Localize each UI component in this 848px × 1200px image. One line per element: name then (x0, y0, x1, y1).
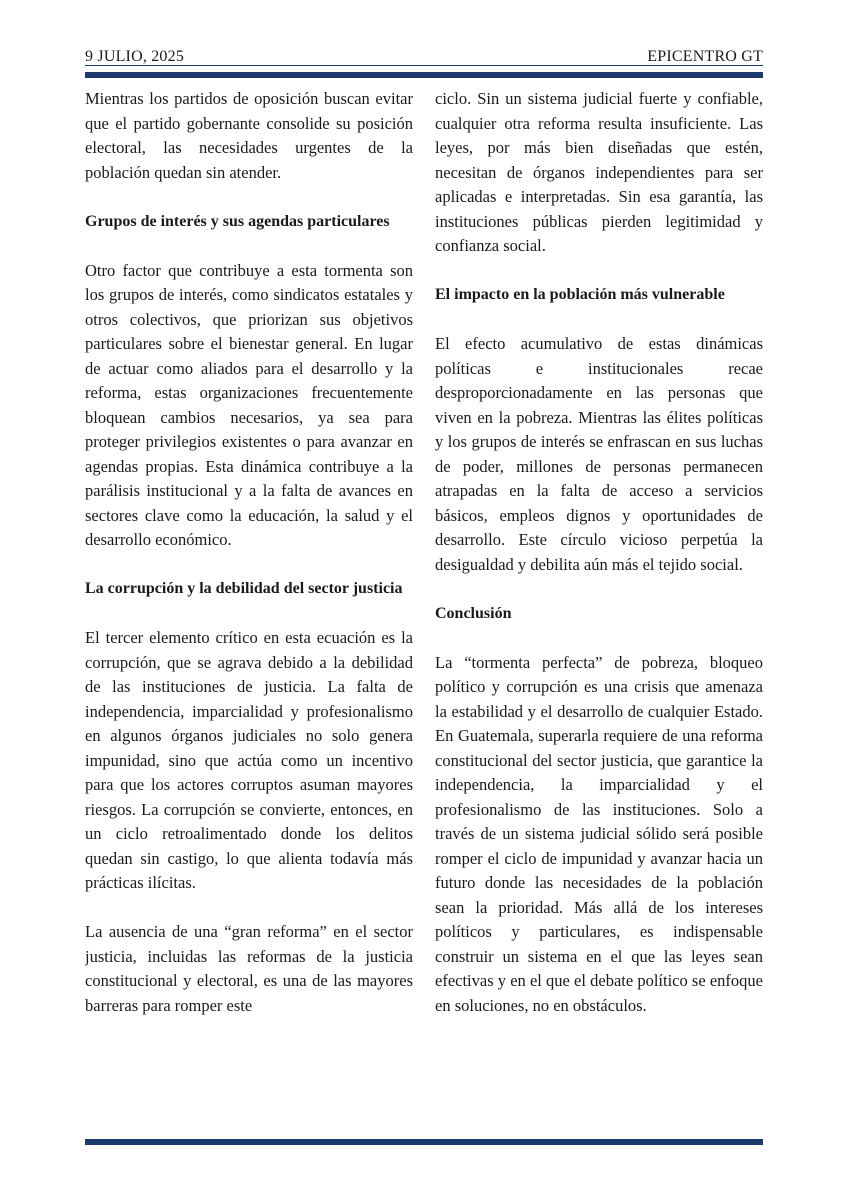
paragraph-reform: La ausencia de una “gran reforma” en el sector justicia, incluidas las reformas de la justicia constitucional y electoral, es una de las mayores barreras para romper este (85, 922, 413, 1015)
paragraph-corruption: El tercer elemento crítico en esta ecuación es la corrupción, que se agrava debido a la debilidad de las instituciones de justicia. La falta de independencia, imparcialidad y profesionalismo en algunos órganos judiciales no solo genera impunidad, sino que actúa como un incentivo para que los actores corruptos asuman mayores riesgos. La corrupción se convierte, entonces, en un ciclo retroalimentado donde los delitos quedan sin castigo, lo que alienta todavía más prácticas ilícitas. (85, 628, 413, 892)
paragraph-opposition: Mientras los partidos de oposición buscan evitar que el partido gobernante consolide su posición electoral, las necesidades urgentes de la población quedan sin atender. (85, 89, 413, 182)
left-column (85, 87, 413, 1139)
paragraph-conclusion: La “tormenta perfecta” de pobreza, bloqueo político y corrupción es una crisis que amenaza la estabilidad y el desarrollo de cualquier Estado. En Guatemala, superarla requiere de una reforma constitucional del sector justicia, que garantice la independencia, la imparcialidad y el profesionalismo de las instituciones. Solo a través de un sistema judicial sólido será posible romper el ciclo de impunidad y avanzar hacia un futuro donde las necesidades de la población sean la prioridad. Más allá de los intereses políticos y particulares, es indispensable construir un sistema en el que las leyes sean efectivas y en el que el debate político se enfoque en soluciones, no en obstáculos. (435, 652, 763, 1015)
footer-rule (85, 1139, 763, 1145)
page-header (85, 40, 763, 66)
heading-conclusion: Conclusión (435, 604, 512, 622)
heading-corruption: La corrupción y la debilidad del sector justicia (85, 580, 403, 597)
right-column (435, 87, 763, 1139)
header-date: 9 JULIO, 2025 (85, 48, 185, 65)
heading-vulnerable-population: El impacto en la población más vulnerable (435, 286, 725, 303)
heading-interest-groups: Grupos de interés y sus agendas particulares (85, 212, 390, 230)
header-rule-thick (85, 72, 763, 78)
paragraph-interest-groups: Otro factor que contribuye a esta tormenta son los grupos de interés, como sindicatos estatales y otros colectivos, que priorizan sus objetivos particulares sobre el bienestar general. En lugar de actuar como aliados para el desarrollo y la reforma, estas organizaciones frecuentemente bloquean cambios necesarios, ya sea para proteger privilegios existentes o para avanzar en agendas propias. Esta dinámica contribuye a la parálisis institucional y a la falta de avances en sectores clave como la educación, la salud y el desarrollo económico. (85, 260, 413, 549)
header-rule-thin (85, 65, 763, 66)
paragraph-judicial-cycle: ciclo. Sin un sistema judicial fuerte y confiable, cualquier otra reforma resulta insuficiente. Las leyes, por más bien diseñadas que estén, necesitan de órganos independientes para ser aplicadas e interpretadas. Sin esa garantía, las instituciones públicas pierden legitimidad y confianza social. (435, 89, 763, 255)
header-publication: EPICENTRO GT (647, 48, 763, 65)
paragraph-vulnerable-population: El efecto acumulativo de estas dinámicas políticas e institucionales recae desproporcionadamente en las personas que viven en la pobreza. Mientras las élites políticas y los grupos de interés se enfrascan en sus luchas de poder, millones de personas permanecen atrapadas en la falta de acceso a servicios básicos, empleos dignos y oportunidades de desarrollo. Este círculo vicioso perpetúa la desigualdad y debilita aún más el tejido social. (435, 334, 763, 574)
